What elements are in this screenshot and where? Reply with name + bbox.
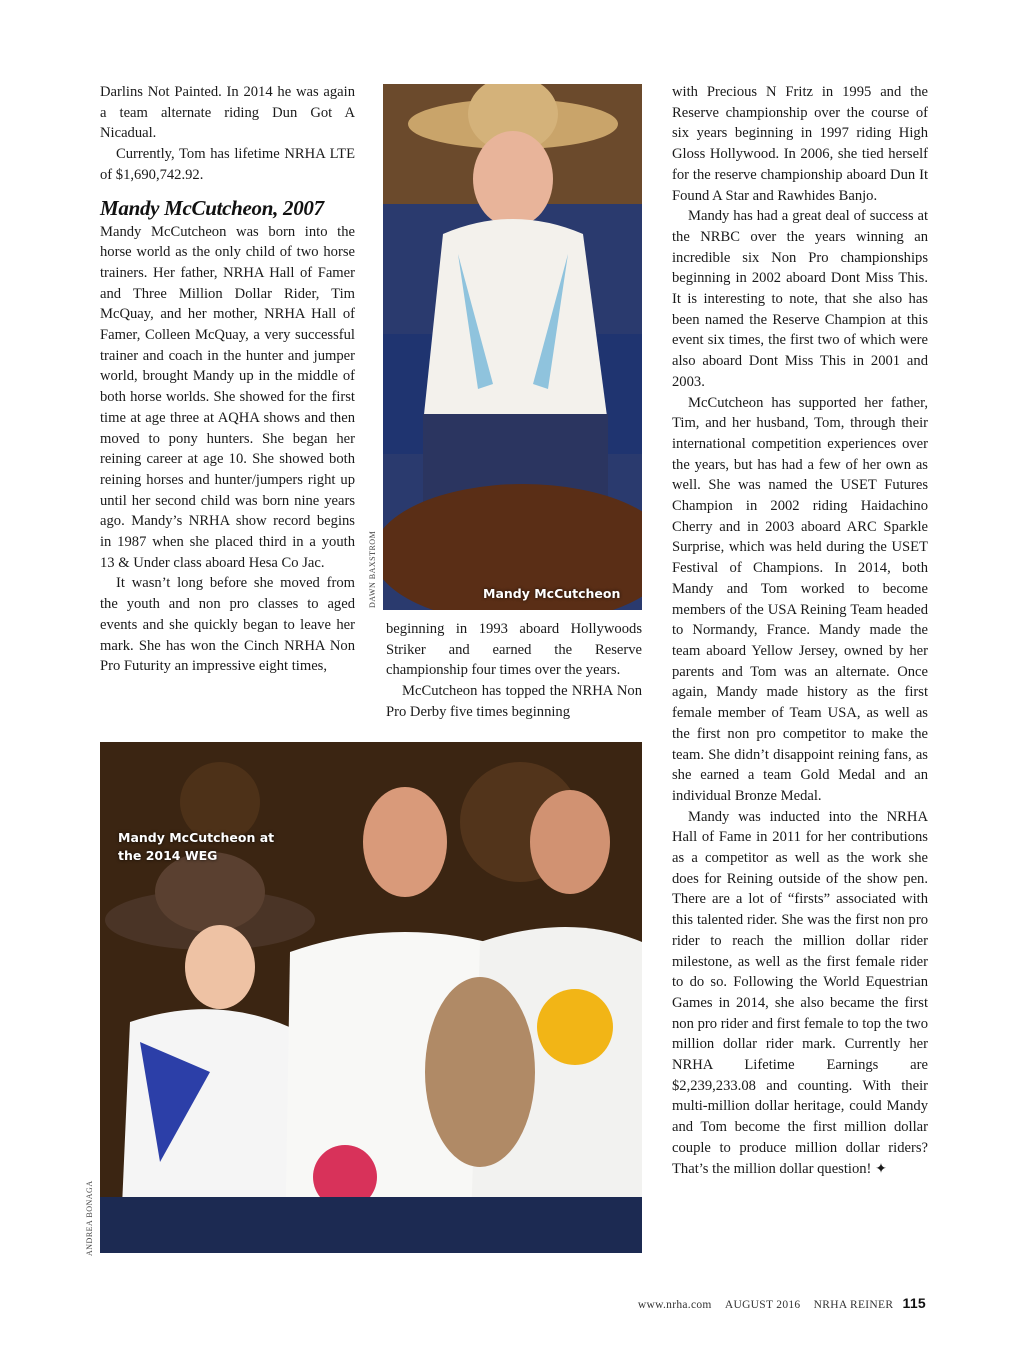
- right-paragraph-4: [672, 807, 928, 1181]
- middle-paragraph-2: McCutcheon has topped the NRHA Non Pro Derby five times beginning: [386, 683, 642, 720]
- photo-podium-illustration: [100, 742, 642, 1253]
- middle-paragraph-1: beginning in 1993 aboard Hollywoods Striker and earned the Reserve championship four times over the years.: [386, 621, 642, 679]
- footer-issue: AUGUST 2016: [724, 1299, 801, 1311]
- section-heading: Mandy McCutcheon, 2007: [100, 195, 324, 220]
- middle-text-column: [386, 619, 642, 723]
- photo-weg-podium: [100, 742, 642, 1253]
- photo-credit-bottom: ANDREA BONAGA: [85, 1180, 94, 1256]
- photo-credit-top: DAWN BAXSTROM: [368, 530, 377, 608]
- page-footer: [638, 1295, 926, 1311]
- page-number: 115: [902, 1295, 926, 1311]
- right-paragraph-1: with Precious N Fritz in 1995 and the Reserve championship over the course of six years beginning in 1997 riding High Gloss Hollywood. In 2006, she tied herself for the reserve championship aboard Dun It Found A Star and Rawhides Banjo.: [672, 84, 928, 204]
- right-text-column: [672, 82, 928, 1180]
- right-paragraph-2: Mandy has had a great deal of success at the NRBC over the years winning an incredible six Non Pro championships beginning in 2002 aboard Dont Miss This. It is interesting to note, that she also has been named the Reserve Champion at this event six times, the first two of which were also aboard Dont Miss This in 2001 and 2003.: [672, 208, 928, 390]
- photo-mandy-portrait: [383, 84, 642, 610]
- right-paragraph-4-text: Mandy was inducted into the NRHA Hall of Fame in 2011 for her contributions as a competitor as well as the work she does for Reining outside of the show pen. There are a lot of “firsts” associated with this talented rider. She was the first non pro rider to reach the million dollar rider milestone, as well as the first female rider to do so. Following the World Equestrian Games in 2014, she also became the first non pro rider and first female to top the two million dollar rider mark. Currently her NRHA Lifetime Earnings are $2,239,233.08 and counting. With their multi-million dollar heritage, could Mandy and Tom become the first million dollar couple to produce million dollar riders? That’s the million dollar question!: [672, 808, 928, 1177]
- right-paragraph-3: McCutcheon has supported her father, Tim, and her husband, Tom, through their international competition experiences over the years, but has had a few of her own as well. She was named the USET Futures Champion in 2002 riding Haidachino Cherry and in 2003 aboard ARC Sparkle Surprise, which was held during the USET Festival of Champions. In 2014, both Mandy and Tom worked to become members of the USA Reining Team headed to Normandy, France. Mandy made the team aboard Yellow Jersey, owned by her parents and Tom was an alternate. Once again, Mandy made history as the first female member of Team USA, as well as the first non pro competitor to make the team. She didn’t disappoint reining fans, as she earned a team Gold Medal and an individual Bronze Medal.: [672, 394, 928, 804]
- photo-caption-top: Mandy McCutcheon: [483, 586, 621, 601]
- left-paragraph-3: Mandy McCutcheon was born into the horse world as the only child of two horse trainers. Her father, NRHA Hall of Famer and Three Million Dollar Rider, Tim McQuay, and her mother, NRHA Hall of Famer, Colleen McQuay, a very successful trainer and coach in the hunter and jumper world, brought Mandy up in the middle of both horse worlds. She showed for the first time at age three at AQHA shows and then moved to pony hunters. She began her reining career at age 10. She showed both reining horses and hunter/jumpers right up until her second child was born nine years ago. Mandy’s NRHA show record begins in 1987 when she placed third in a youth 13 & Under class aboard Hesa Co Jac.: [100, 223, 355, 571]
- photo-caption-bottom: Mandy McCutcheon at the 2014 WEG: [118, 830, 275, 863]
- footer-url: www.nrha.com: [637, 1299, 712, 1311]
- left-text-column: [100, 82, 355, 677]
- left-paragraph-2: Currently, Tom has lifetime NRHA LTE of $1,690,742.92.: [100, 146, 355, 183]
- left-paragraph-1: Darlins Not Painted. In 2014 he was again a team alternate riding Dun Got A Nicadual.: [100, 84, 355, 142]
- end-mark-icon: ✦: [875, 1161, 887, 1177]
- footer-publication: NRHA REINER: [813, 1299, 894, 1311]
- photo-portrait-illustration: [383, 84, 642, 610]
- left-paragraph-4: It wasn’t long before she moved from the youth and non pro classes to aged events and she quickly began to leave her mark. She has won the Cinch NRHA Non Pro Futurity an impressive eight times,: [100, 575, 355, 675]
